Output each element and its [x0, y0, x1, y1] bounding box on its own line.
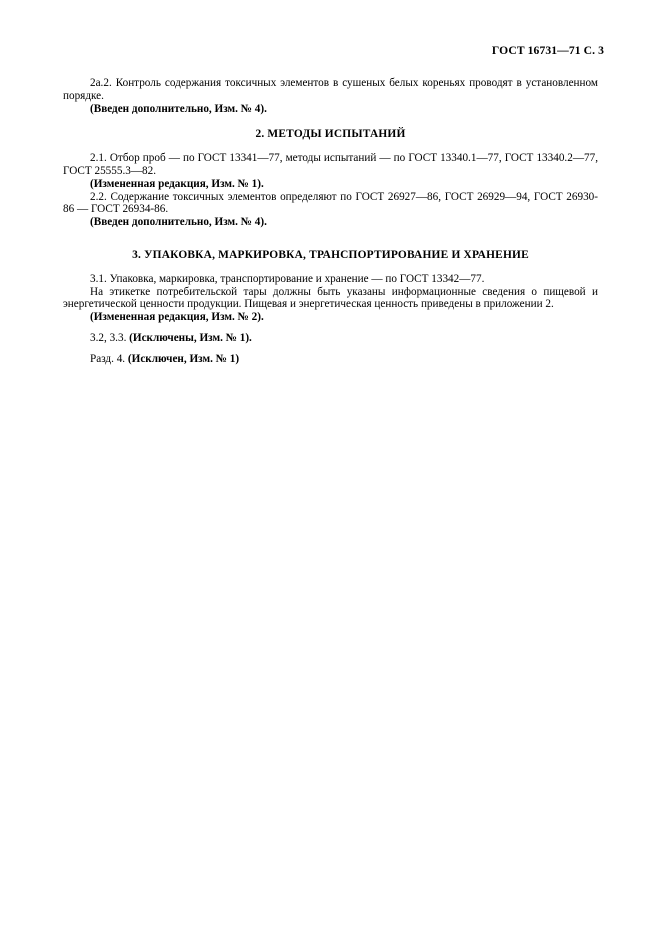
amendment-note-2-2: (Введен дополнительно, Изм. № 4).	[90, 216, 267, 229]
exclusion-note-section-4: (Исключен, Изм. № 1)	[127, 352, 240, 365]
section-2-title: 2. МЕТОДЫ ИСПЫТАНИЙ	[255, 128, 406, 141]
exclusion-note-3-2-3-3: (Исключены, Изм. № 1).	[129, 331, 252, 344]
amendment-note-2a: (Введен дополнительно, Изм. № 4).	[90, 102, 267, 115]
paragraph-section-4	[63, 353, 598, 366]
paragraph-3-1-label: На этикетке потребительской тары должны быть указаны информационные сведения о пищевой и энергетической ценности продукции. Пищевая и энергетическая ценность приведены в приложении 2.	[63, 285, 598, 311]
amendment-note-2-1: (Измененная редакция, Изм. № 1).	[90, 177, 264, 190]
clause-ref-section-4: Разд. 4.	[90, 352, 126, 365]
clause-ref-3-2-3-3: 3.2, 3.3.	[90, 331, 127, 344]
paragraph-2-1: 2.1. Отбор проб — по ГОСТ 13341—77, методы испытаний — по ГОСТ 13340.1—77, ГОСТ 13340.2—77, ГОСТ 25555.3—82.	[63, 152, 598, 177]
document-body	[63, 77, 598, 366]
paragraph-2-2: 2.2. Содержание токсичных элементов определяют по ГОСТ 26927—86, ГОСТ 26929—94, ГОСТ 26930-86 — ГОСТ 26934-86.	[63, 190, 598, 216]
section-3-title: 3. УПАКОВКА, МАРКИРОВКА, ТРАНСПОРТИРОВАНИЕ И ХРАНЕНИЕ	[132, 248, 529, 261]
paragraph-2a-2: 2а.2. Контроль содержания токсичных элементов в сушеных белых кореньях проводят в установленном порядке.	[63, 77, 598, 102]
paragraph-3-1: 3.1. Упаковка, маркировка, транспортирование и хранение — по ГОСТ 13342—77.	[90, 272, 485, 285]
paragraph-3-2-3-3	[63, 332, 598, 345]
amendment-note-3-1: (Измененная редакция, Изм. № 2).	[90, 311, 264, 324]
page-header: ГОСТ 16731—71 С. 3	[491, 44, 604, 57]
